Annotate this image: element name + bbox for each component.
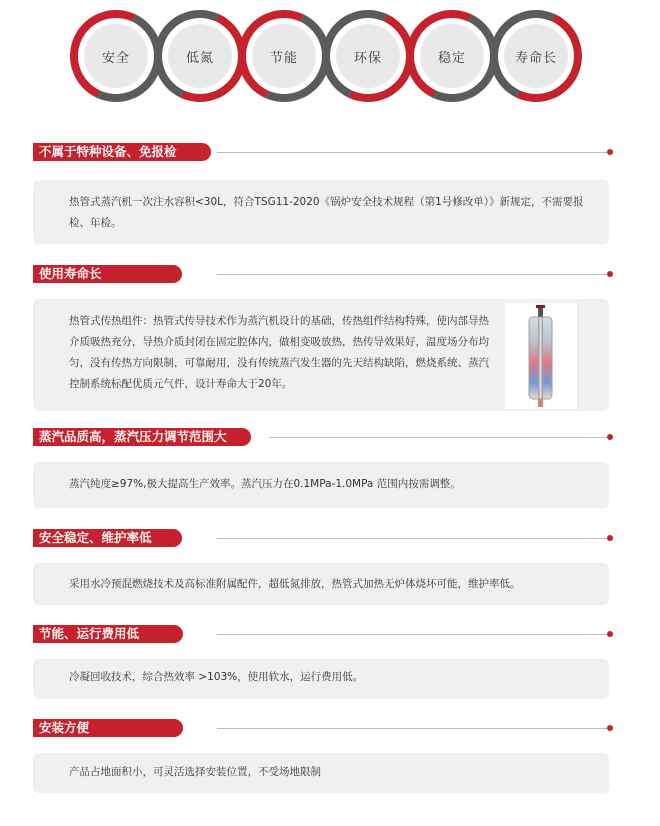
section-dot <box>607 149 613 155</box>
section-title: 安装方便 <box>33 719 183 737</box>
section-divider <box>269 437 607 438</box>
section-body-stable-maintenance <box>33 563 609 605</box>
section-header-steam-quality <box>33 428 613 446</box>
section-header-energy-saving <box>33 625 613 643</box>
section-divider <box>217 634 607 635</box>
section-dot <box>607 725 613 731</box>
feature-label: 稳定 <box>437 50 466 66</box>
section-dot <box>607 434 613 440</box>
section-body-energy-saving <box>33 659 609 699</box>
section-text: 热管式蒸汽机一次注水容积<30L，符合TSG11-2020《锅炉安全技术规程（第1号修改单）》新规定，不需要报检、年检。 <box>69 196 584 229</box>
feature-label: 低氮 <box>185 50 214 66</box>
section-title: 不属于特种设备、免报检 <box>33 143 211 161</box>
section-title: 使用寿命长 <box>33 265 182 283</box>
section-text: 采用水冷预混燃烧技术及高标准附属配件，超低氮排放，热管式加热无炉体烧坏可能，维护率低。 <box>69 578 521 590</box>
section-title: 蒸汽品质高，蒸汽压力调节范围大 <box>33 428 251 446</box>
section-dot <box>607 631 613 637</box>
feature-label: 节能 <box>269 50 298 66</box>
section-dot <box>607 535 613 541</box>
section-divider <box>217 728 607 729</box>
heat-pipe-image <box>505 303 577 409</box>
section-header-no-inspection <box>33 143 613 161</box>
section-divider <box>217 152 607 153</box>
section-body-steam-quality <box>33 462 609 508</box>
feature-label: 安全 <box>101 50 130 66</box>
section-body-no-inspection <box>33 180 609 244</box>
section-text: 蒸汽纯度≥97%,极大提高生产效率。蒸汽压力在0.1MPa-1.0MPa 范围内按需调整。 <box>69 478 461 490</box>
feature-label: 环保 <box>353 50 382 66</box>
feature-circles <box>70 10 580 102</box>
section-header-stable-maintenance <box>33 529 613 547</box>
section-header-long-life <box>33 265 613 283</box>
section-text: 产品占地面积小，可灵活选择安装位置，不受场地限制 <box>69 766 321 778</box>
section-title: 节能、运行费用低 <box>33 625 183 643</box>
section-body-long-life <box>33 299 609 411</box>
feature-circle-long-life <box>477 0 595 115</box>
section-text: 冷凝回收技术，综合热效率 >103%，使用软水，运行费用低。 <box>69 671 364 683</box>
section-body-easy-install <box>33 753 609 793</box>
feature-label: 寿命长 <box>514 50 557 66</box>
section-title: 安全稳定、维护率低 <box>33 529 182 547</box>
section-text: 热管式传热组件：热管式传导技术作为蒸汽机设计的基础，传热组件结构特殊，使内部导热介质吸热充分，导热介质封闭在固定腔体内，做相变吸放热，热传导效果好，温度场分布均匀，没有传热方向限制，可靠耐用，没有传统蒸汽发生器的先天结构缺陷，燃烧系统、蒸汽控制系统标配优质元气件，设计寿命大于20年。 <box>69 315 489 390</box>
section-divider <box>217 538 607 539</box>
section-divider <box>217 274 607 275</box>
section-dot <box>607 271 613 277</box>
section-header-easy-install <box>33 719 613 737</box>
